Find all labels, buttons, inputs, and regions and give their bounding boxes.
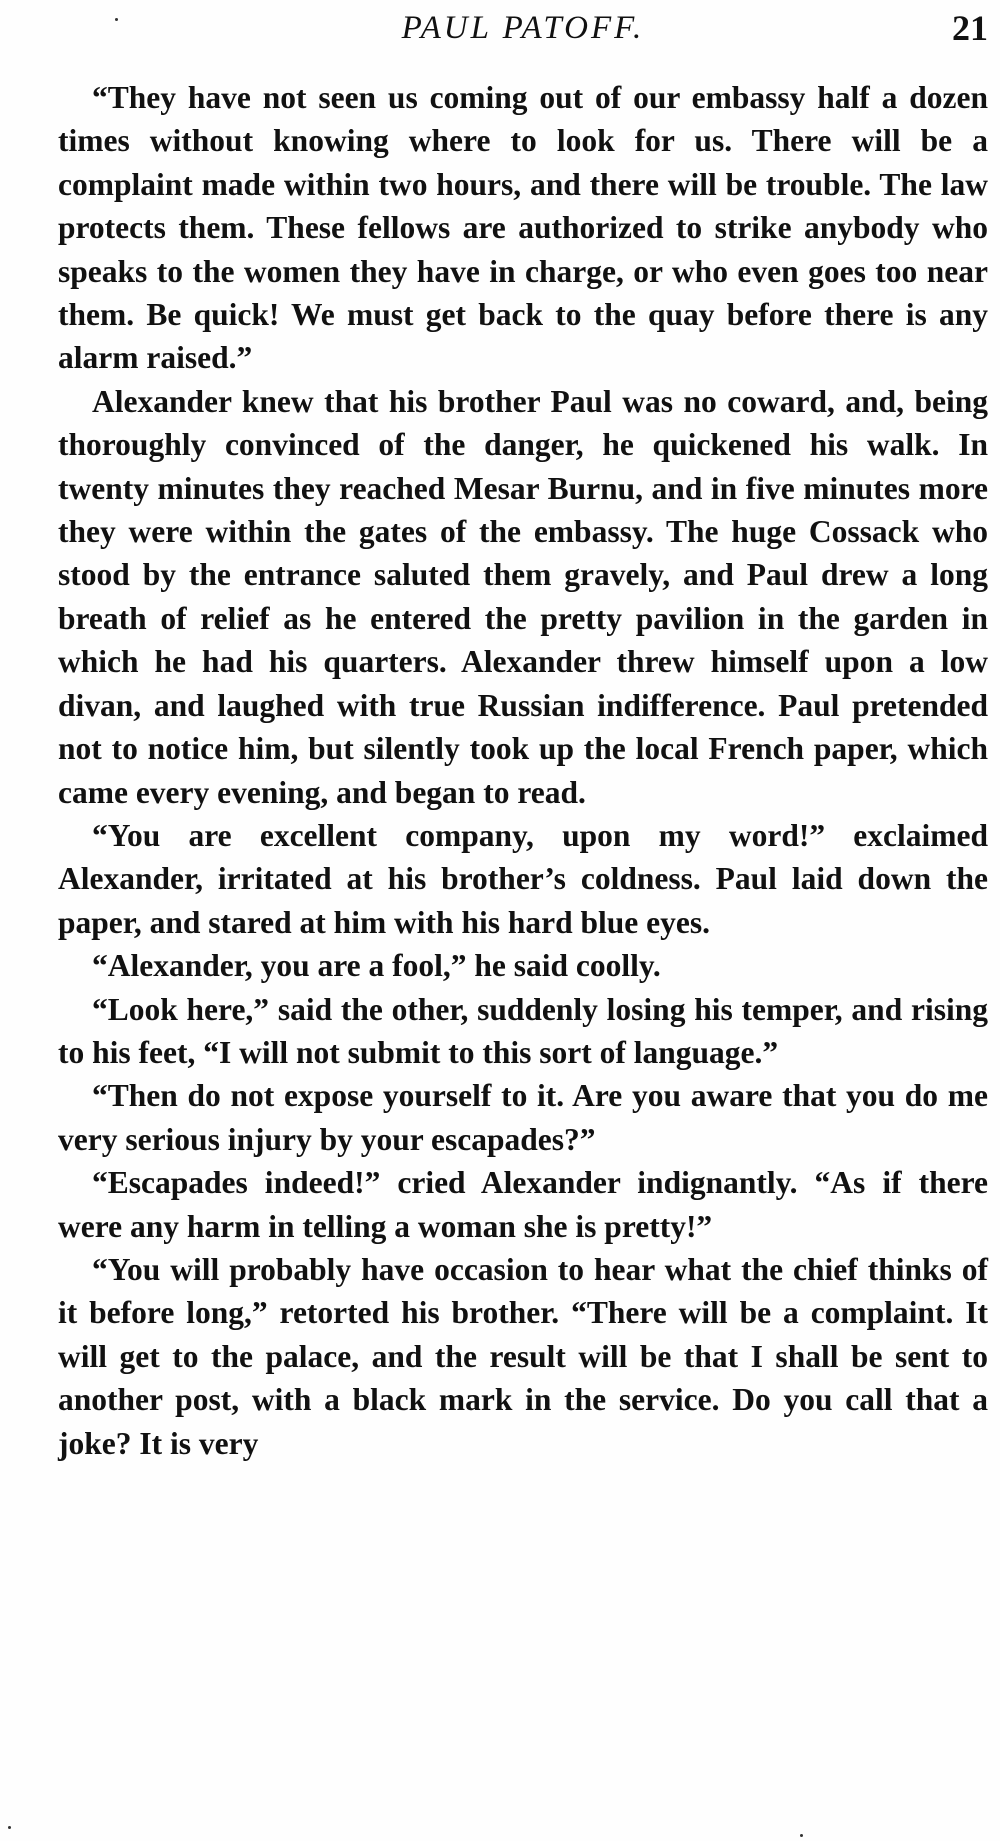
paragraph-8: “You will probably have occasion to hear what the chief thinks of it before long,” retorted his brother. “There will be a complaint. It will get to the palace, and the result will be that I shall be sent to another post, with a black mark in the service. Do you call that a joke? It is very [58, 1251, 988, 1461]
print-speck [115, 18, 118, 21]
text-body [58, 76, 988, 1465]
paragraph-4: “Alexander, you are a fool,” he said coolly. [92, 948, 661, 984]
paragraph-3: “You are excellent company, upon my word!” exclaimed Alexander, irritated at his brother’s coldness. Paul laid down the paper, and stared at him with his hard blue eyes. [58, 817, 988, 940]
paragraph-7: “Escapades indeed!” cried Alexander indignantly. “As if there were any harm in telling a woman she is pretty!” [58, 1165, 988, 1244]
print-speck [8, 1826, 11, 1829]
print-speck [800, 1834, 803, 1837]
running-title: PAUL PATOFF. [401, 10, 645, 46]
paragraph-1: “They have not seen us coming out of our embassy half a dozen times without knowing where to look for us. There will be a complaint made within two hours, and there will be trouble. The law protects them. These fellows are authorized to strike anybody who speaks to the women they have in charge, or who even goes too near them. Be quick! We must get back to the quay before there is any alarm raised.” [58, 80, 988, 376]
page-number: 21 [952, 8, 988, 48]
running-head [58, 6, 988, 50]
paragraph-6: “Then do not expose yourself to it. Are you aware that you do me very serious injury by your escapades?” [58, 1078, 988, 1157]
paragraph-2: Alexander knew that his brother Paul was no coward, and, being thoroughly convinced of the danger, he quickened his walk. In twenty minutes they reached Mesar Burnu, and in five minutes more they were within the gates of the embassy. The huge Cossack who stood by the entrance saluted them gravely, and Paul drew a long breath of relief as he entered the pretty pavilion in the garden in which he had his quarters. Alexander threw himself upon a low divan, and laughed with true Russian indifference. Paul pretended not to notice him, but silently took up the local French paper, which came every evening, and began to read. [58, 383, 988, 810]
paragraph-5: “Look here,” said the other, suddenly losing his temper, and rising to his feet, “I will not submit to this sort of language.” [58, 991, 988, 1070]
